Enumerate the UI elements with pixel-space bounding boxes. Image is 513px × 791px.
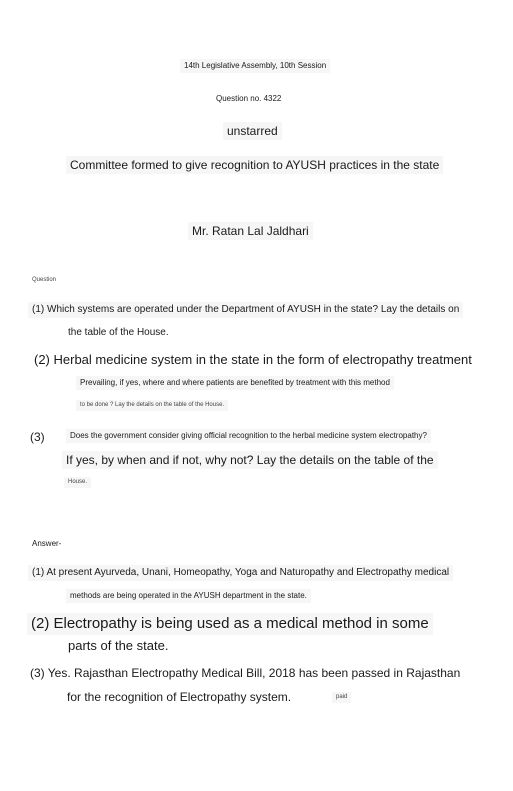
answer-2-line-1: (2) Electropathy is being used as a medical method in some xyxy=(27,613,433,635)
answer-3-line-1: (3) Yes. Rajasthan Electropathy Medical Bill, 2018 has been passed in Rajasthan xyxy=(30,666,461,680)
question-type: unstarred xyxy=(223,122,282,140)
question-3-line-2: If yes, by when and if not, why not? Lay the details on the table of the xyxy=(62,451,438,469)
answer-2-line-2: parts of the state. xyxy=(68,638,169,653)
answer-label: Answer- xyxy=(32,539,62,548)
answer-1-line-2: methods are being operated in the AYUSH department in the state. xyxy=(66,589,311,603)
answer-3-line-2: for the recognition of Electropathy system. xyxy=(67,690,292,704)
question-3-line-3: House. xyxy=(64,477,91,488)
question-2-line-3: to be done ? Lay the details on the table of the House. xyxy=(76,400,228,411)
member-name: Mr. Ratan Lal Jaldhari xyxy=(188,222,313,240)
question-number: Question no. 4322 xyxy=(216,94,282,103)
question-1-line-1: (1) Which systems are operated under the Department of AYUSH in the state? Lay the details on xyxy=(28,302,463,318)
question-3-number: (3) xyxy=(30,430,45,444)
question-3-line-1: Does the government consider giving official recognition to the herbal medicine system electropathy? xyxy=(66,429,431,443)
question-2-line-1: (2) Herbal medicine system in the state in the form of electropathy treatment xyxy=(34,352,472,367)
question-label: Question xyxy=(32,277,57,283)
answer-3-note: paid xyxy=(332,692,351,703)
question-subject: Committee formed to give recognition to AYUSH practices in the state xyxy=(66,156,443,174)
session-heading: 14th Legislative Assembly, 10th Session xyxy=(180,59,330,73)
answer-1-line-1: (1) At present Ayurveda, Unani, Homeopathy, Yoga and Naturopathy and Electropathy medical xyxy=(28,565,453,581)
question-2-line-2: Prevailing, if yes, where and where patients are benefited by treatment with this method xyxy=(76,376,394,390)
question-1-line-2: the table of the House. xyxy=(68,327,169,338)
